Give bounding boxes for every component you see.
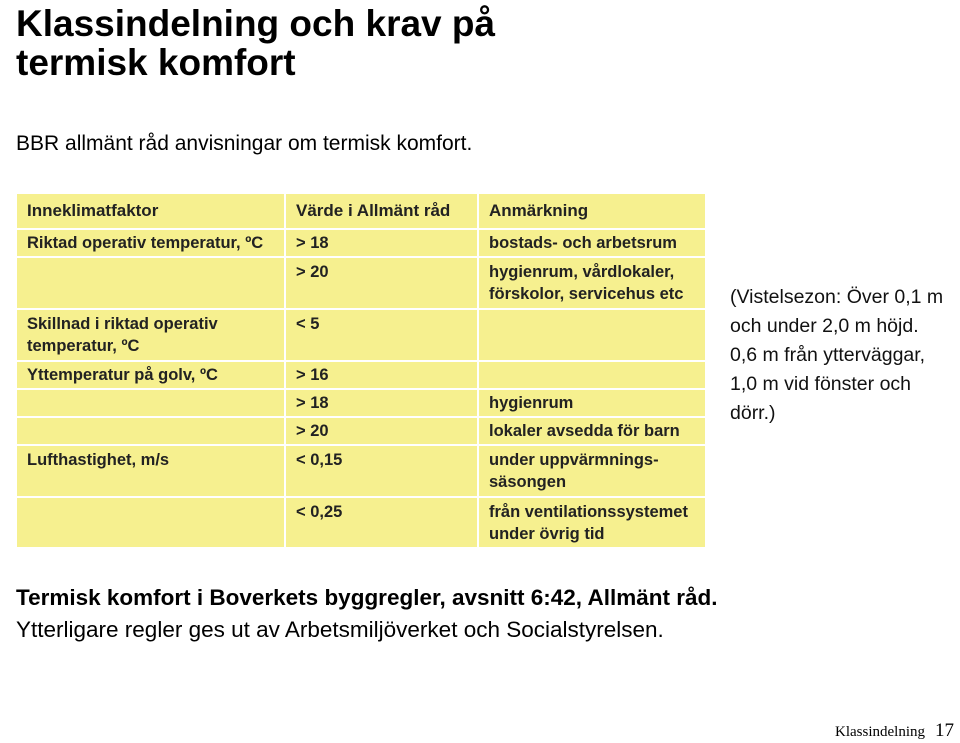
occupied-zone-note: (Vistelsezon: Över 0,1 m och under 2,0 m höjd. 0,6 m från ytterväggar, 1,0 m vid fönster och dörr.) xyxy=(730,286,944,424)
footer-section-label: Klassindelning xyxy=(835,724,925,740)
slide-title-line-1: Klassindelning och krav på xyxy=(16,3,496,44)
caption xyxy=(16,582,717,646)
column-header-note: Anmärkning xyxy=(478,193,706,229)
value-cell: > 20 xyxy=(285,257,478,309)
slide-title xyxy=(16,4,495,82)
table-row xyxy=(16,445,706,497)
value-cell: > 16 xyxy=(285,361,478,389)
table-header-row xyxy=(16,193,706,229)
slide-footer xyxy=(835,721,954,742)
note-cell: lokaler avsedda för barn xyxy=(478,417,706,445)
value-cell: > 18 xyxy=(285,229,478,257)
value-cell: < 0,15 xyxy=(285,445,478,497)
caption-line-2: Ytterligare regler ges ut av Arbetsmiljöverket och Socialstyrelsen. xyxy=(16,617,664,642)
factor-cell: Skillnad i riktad operativ temperatur, ºC xyxy=(16,309,285,361)
factor-cell: Yttemperatur på golv, ºC xyxy=(16,361,285,389)
table-row xyxy=(16,389,706,417)
column-header-factor: Inneklimatfaktor xyxy=(16,193,285,229)
factor-cell xyxy=(16,417,285,445)
note-cell xyxy=(478,309,706,361)
note-cell: från ventilationssystemet under övrig tid xyxy=(478,497,706,548)
caption-line-1: Termisk komfort i Boverkets byggregler, avsnitt 6:42, Allmänt råd. xyxy=(16,585,718,610)
factor-cell: Lufthastighet, m/s xyxy=(16,445,285,497)
value-cell: > 20 xyxy=(285,417,478,445)
factor-cell xyxy=(16,389,285,417)
column-header-value: Värde i Allmänt råd xyxy=(285,193,478,229)
value-cell: < 5 xyxy=(285,309,478,361)
table-row xyxy=(16,361,706,389)
table-row xyxy=(16,229,706,257)
table-row xyxy=(16,309,706,361)
value-cell: > 18 xyxy=(285,389,478,417)
slide-title-line-2: termisk komfort xyxy=(16,42,296,83)
table-row xyxy=(16,257,706,309)
value-cell: < 0,25 xyxy=(285,497,478,548)
table-row xyxy=(16,497,706,548)
factor-cell xyxy=(16,497,285,548)
factor-cell xyxy=(16,257,285,309)
note-cell: hygienrum, vårdlokaler, förskolor, servicehus etc xyxy=(478,257,706,309)
note-cell: hygienrum xyxy=(478,389,706,417)
table-row xyxy=(16,417,706,445)
intro-text: BBR allmänt råd anvisningar om termisk komfort. xyxy=(16,132,473,155)
note-cell: under uppvärmnings-säsongen xyxy=(478,445,706,497)
note-cell xyxy=(478,361,706,389)
factor-cell: Riktad operativ temperatur, ºC xyxy=(16,229,285,257)
indoor-climate-table xyxy=(15,192,707,549)
note-cell: bostads- och arbetsrum xyxy=(478,229,706,257)
page-number: 17 xyxy=(935,720,954,741)
